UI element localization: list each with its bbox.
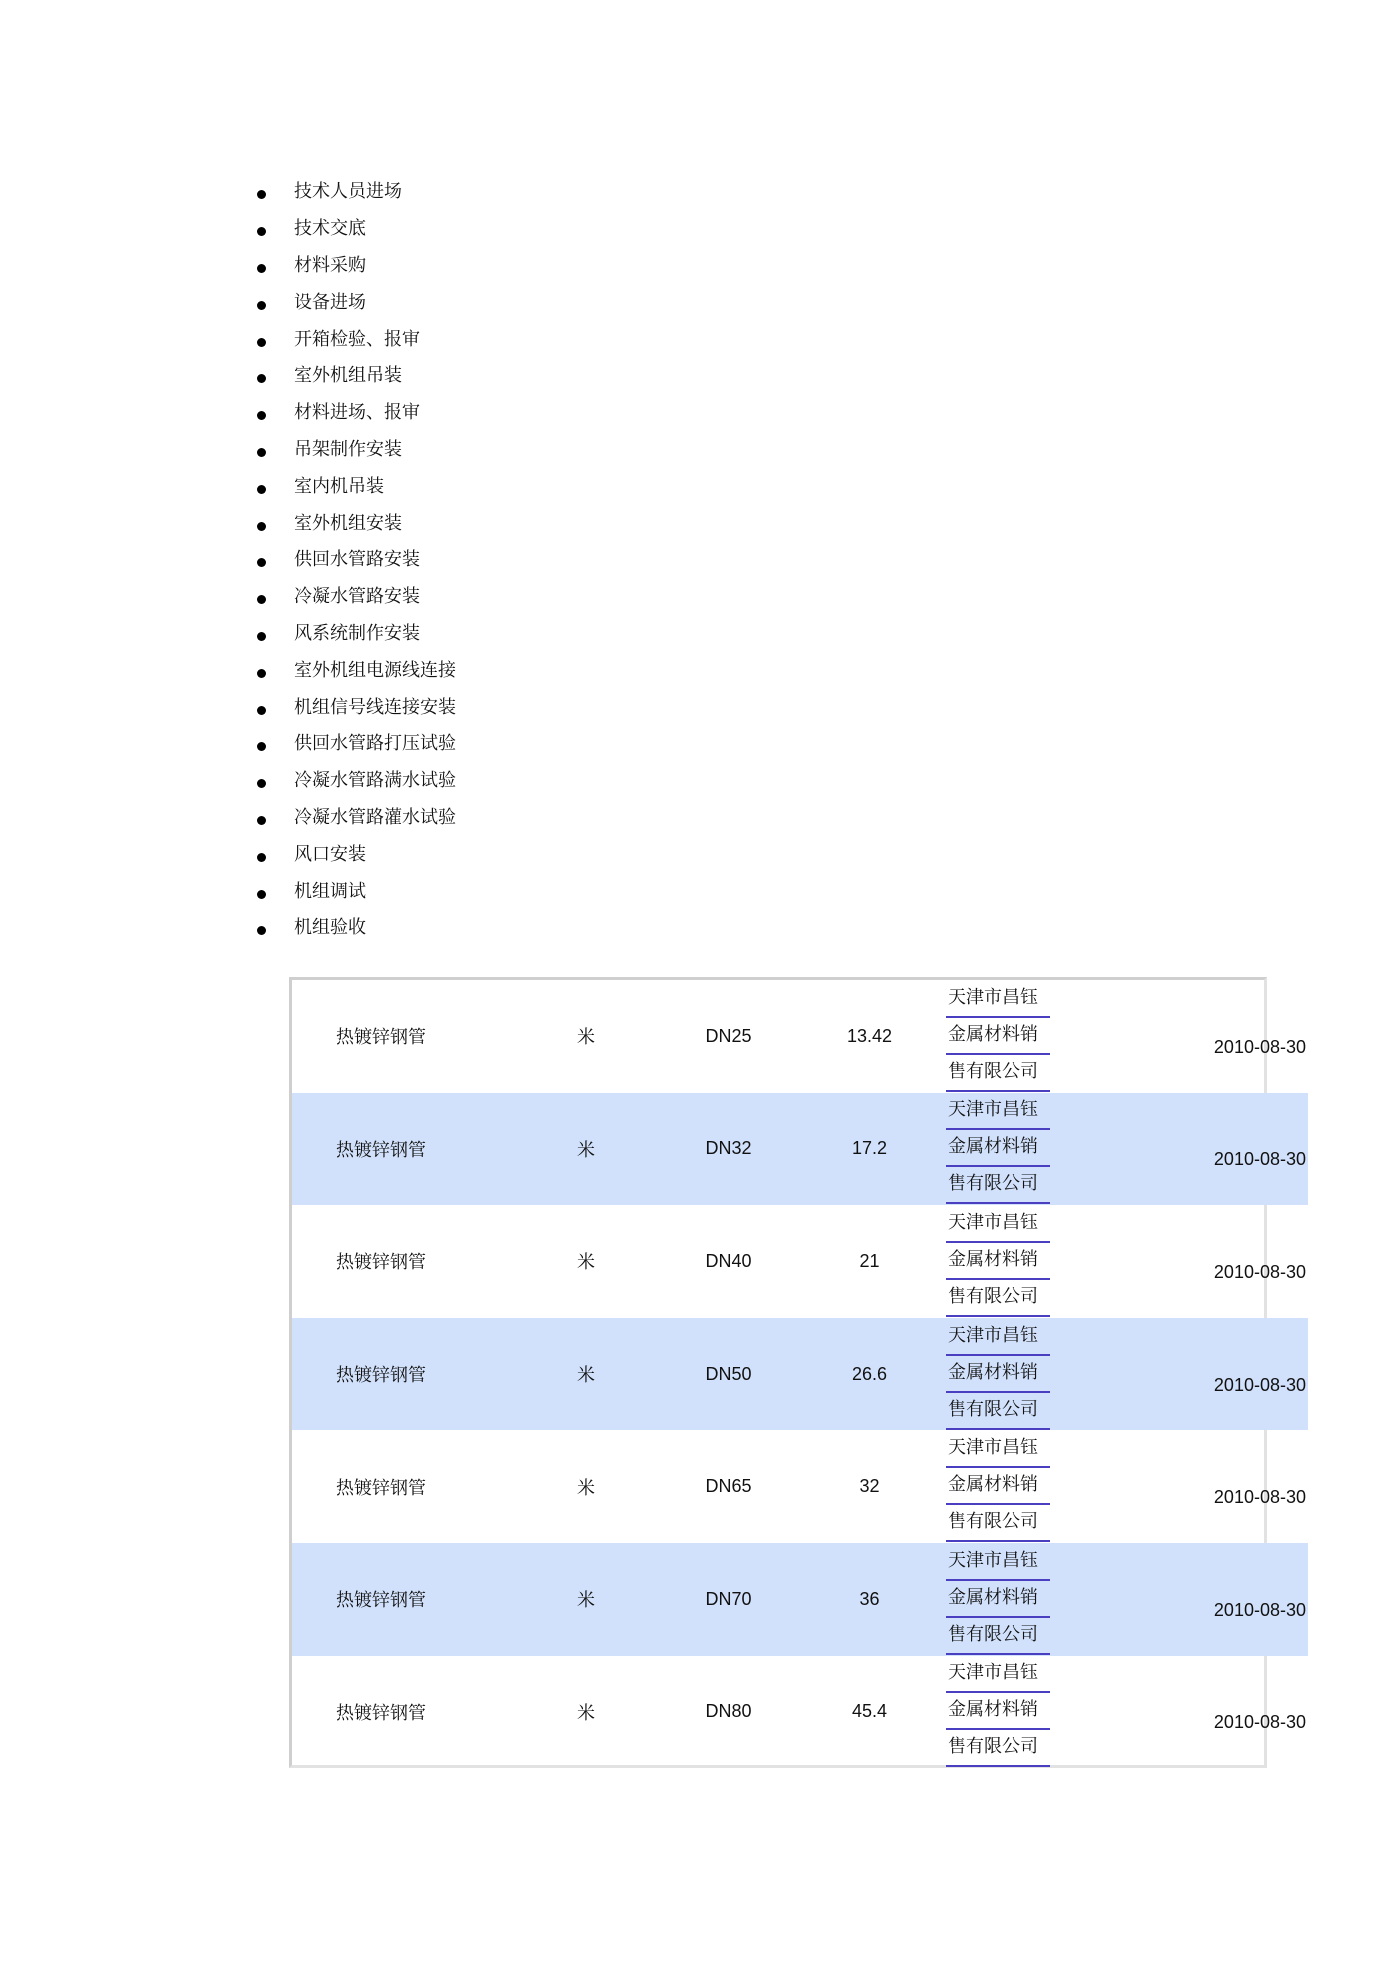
bullet-dot-icon bbox=[257, 595, 266, 604]
spec-cell-text: DN32 bbox=[705, 1138, 752, 1159]
bullet-dot-icon bbox=[257, 816, 266, 825]
supplier-link-line[interactable]: 天津市昌钰 bbox=[946, 1206, 1050, 1243]
bullet-dot-icon bbox=[257, 301, 266, 310]
spec-cell bbox=[656, 980, 801, 1093]
unit-cell-text: 米 bbox=[577, 1590, 595, 1612]
bullet-dot-icon bbox=[257, 779, 266, 788]
spec-cell bbox=[656, 1205, 801, 1318]
date-cell bbox=[1100, 980, 1308, 1093]
price-cell-text: 26.6 bbox=[851, 1363, 888, 1384]
date-text: 2010-08-30 bbox=[1213, 1599, 1306, 1620]
date-text: 2010-08-30 bbox=[1213, 1374, 1306, 1395]
supplier-link-line[interactable]: 金属材料销 bbox=[946, 1130, 1050, 1167]
supplier-link-line[interactable]: 售有限公司 bbox=[946, 1618, 1050, 1655]
material-name-cell bbox=[292, 1205, 516, 1318]
step-label: 技术交底 bbox=[294, 218, 366, 240]
date-cell bbox=[1100, 1318, 1308, 1431]
step-item bbox=[253, 689, 456, 726]
price-cell bbox=[801, 1205, 938, 1318]
supplier-link-line[interactable]: 天津市昌钰 bbox=[946, 1319, 1050, 1356]
supplier-link-line[interactable]: 金属材料销 bbox=[946, 1581, 1050, 1618]
step-label: 开箱检验、报审 bbox=[294, 328, 420, 350]
unit-cell-text: 米 bbox=[577, 1702, 595, 1724]
supplier-link-line[interactable]: 售有限公司 bbox=[946, 1730, 1050, 1767]
step-item bbox=[253, 211, 456, 248]
spec-cell bbox=[656, 1093, 801, 1206]
supplier-link-line[interactable]: 售有限公司 bbox=[946, 1393, 1050, 1430]
step-label: 风口安装 bbox=[294, 843, 366, 865]
date-text: 2010-08-30 bbox=[1213, 1149, 1306, 1170]
unit-cell bbox=[516, 1430, 656, 1543]
bullet-dot-icon bbox=[257, 411, 266, 420]
spec-cell-text: DN40 bbox=[705, 1250, 752, 1271]
price-cell bbox=[801, 1430, 938, 1543]
supplier-link[interactable] bbox=[946, 1544, 1050, 1655]
material-name-cell-text: 热镀锌钢管 bbox=[336, 1590, 426, 1612]
step-label: 室外机组吊装 bbox=[294, 365, 402, 387]
bullet-dot-icon bbox=[257, 890, 266, 899]
supplier-cell bbox=[938, 980, 1100, 1093]
supplier-cell bbox=[938, 1656, 1100, 1769]
supplier-link-line[interactable]: 天津市昌钰 bbox=[946, 1544, 1050, 1581]
step-item bbox=[253, 284, 456, 321]
bullet-dot-icon bbox=[257, 706, 266, 715]
step-label: 机组验收 bbox=[294, 917, 366, 939]
supplier-cell bbox=[938, 1430, 1100, 1543]
step-item bbox=[253, 358, 456, 395]
table-row bbox=[292, 1656, 1308, 1769]
step-label: 技术人员进场 bbox=[294, 181, 402, 203]
supplier-link-line[interactable]: 金属材料销 bbox=[946, 1018, 1050, 1055]
unit-cell bbox=[516, 1318, 656, 1431]
spec-cell bbox=[656, 1543, 801, 1656]
date-text: 2010-08-30 bbox=[1213, 1036, 1306, 1057]
step-item bbox=[253, 321, 456, 358]
price-cell bbox=[801, 1093, 938, 1206]
supplier-cell bbox=[938, 1205, 1100, 1318]
bullet-dot-icon bbox=[257, 485, 266, 494]
spec-cell bbox=[656, 1318, 801, 1431]
supplier-cell bbox=[938, 1318, 1100, 1431]
step-item bbox=[253, 652, 456, 689]
bullet-dot-icon bbox=[257, 227, 266, 236]
bullet-dot-icon bbox=[257, 558, 266, 567]
price-cell-text: 45.4 bbox=[851, 1701, 888, 1722]
supplier-link[interactable] bbox=[946, 1431, 1050, 1542]
step-item bbox=[253, 542, 456, 579]
step-label: 室外机组电源线连接 bbox=[294, 659, 456, 681]
bullet-dot-icon bbox=[257, 742, 266, 751]
date-text: 2010-08-30 bbox=[1213, 1712, 1306, 1733]
material-name-cell-text: 热镀锌钢管 bbox=[336, 1252, 426, 1274]
step-item bbox=[253, 432, 456, 469]
material-name-cell-text: 热镀锌钢管 bbox=[336, 1477, 426, 1499]
step-item bbox=[253, 174, 456, 211]
step-item bbox=[253, 873, 456, 910]
supplier-cell bbox=[938, 1543, 1100, 1656]
step-label: 冷凝水管路满水试验 bbox=[294, 770, 456, 792]
material-name-cell-text: 热镀锌钢管 bbox=[336, 1027, 426, 1049]
supplier-link-line[interactable]: 天津市昌钰 bbox=[946, 1656, 1050, 1693]
supplier-link[interactable] bbox=[946, 1656, 1050, 1767]
price-cell-text: 17.2 bbox=[851, 1138, 888, 1159]
step-label: 吊架制作安装 bbox=[294, 438, 402, 460]
material-name-cell bbox=[292, 980, 516, 1093]
step-item bbox=[253, 616, 456, 653]
bullet-dot-icon bbox=[257, 522, 266, 531]
step-label: 机组信号线连接安装 bbox=[294, 696, 456, 718]
step-label: 供回水管路安装 bbox=[294, 549, 420, 571]
step-item bbox=[253, 468, 456, 505]
unit-cell bbox=[516, 980, 656, 1093]
spec-cell-text: DN70 bbox=[705, 1588, 752, 1609]
supplier-link-line[interactable]: 售有限公司 bbox=[946, 1505, 1050, 1542]
supplier-link-line[interactable]: 售有限公司 bbox=[946, 1055, 1050, 1092]
bullet-dot-icon bbox=[257, 190, 266, 199]
table-row bbox=[292, 1318, 1308, 1431]
unit-cell-text: 米 bbox=[577, 1252, 595, 1274]
date-cell bbox=[1100, 1543, 1308, 1656]
price-cell bbox=[801, 980, 938, 1093]
construction-steps-list bbox=[253, 174, 456, 947]
supplier-link-line[interactable]: 天津市昌钰 bbox=[946, 1431, 1050, 1468]
price-cell-text: 21 bbox=[859, 1250, 880, 1271]
unit-cell bbox=[516, 1656, 656, 1769]
date-cell bbox=[1100, 1093, 1308, 1206]
bullet-dot-icon bbox=[257, 632, 266, 641]
material-name-cell-text: 热镀锌钢管 bbox=[336, 1365, 426, 1387]
bullet-dot-icon bbox=[257, 374, 266, 383]
price-table-frame bbox=[289, 977, 1306, 1768]
price-cell bbox=[801, 1318, 938, 1431]
material-name-cell bbox=[292, 1543, 516, 1656]
material-name-cell-text: 热镀锌钢管 bbox=[336, 1139, 426, 1161]
date-text: 2010-08-30 bbox=[1213, 1261, 1306, 1282]
step-item bbox=[253, 505, 456, 542]
unit-cell-text: 米 bbox=[577, 1365, 595, 1387]
unit-cell bbox=[516, 1205, 656, 1318]
date-text: 2010-08-30 bbox=[1213, 1487, 1306, 1508]
spec-cell-text: DN50 bbox=[705, 1363, 752, 1384]
supplier-link-line[interactable]: 售有限公司 bbox=[946, 1280, 1050, 1317]
material-name-cell bbox=[292, 1430, 516, 1543]
material-name-cell bbox=[292, 1093, 516, 1206]
material-name-cell bbox=[292, 1656, 516, 1769]
table-row bbox=[292, 1093, 1308, 1206]
table-row bbox=[292, 1205, 1308, 1318]
step-label: 冷凝水管路灌水试验 bbox=[294, 806, 456, 828]
supplier-link-line[interactable]: 售有限公司 bbox=[946, 1167, 1050, 1204]
price-cell bbox=[801, 1543, 938, 1656]
step-item bbox=[253, 395, 456, 432]
supplier-cell bbox=[938, 1093, 1100, 1206]
price-cell bbox=[801, 1656, 938, 1769]
price-table bbox=[292, 980, 1308, 1768]
step-item bbox=[253, 836, 456, 873]
price-cell-text: 36 bbox=[859, 1588, 880, 1609]
bullet-dot-icon bbox=[257, 338, 266, 347]
spec-cell-text: DN80 bbox=[705, 1701, 752, 1722]
material-name-cell bbox=[292, 1318, 516, 1431]
supplier-link-line[interactable]: 天津市昌钰 bbox=[946, 981, 1050, 1018]
unit-cell-text: 米 bbox=[577, 1477, 595, 1499]
unit-cell bbox=[516, 1093, 656, 1206]
step-label: 风系统制作安装 bbox=[294, 622, 420, 644]
spec-cell bbox=[656, 1430, 801, 1543]
step-item bbox=[253, 910, 456, 947]
step-item bbox=[253, 579, 456, 616]
date-cell bbox=[1100, 1205, 1308, 1318]
bullet-dot-icon bbox=[257, 448, 266, 457]
supplier-link-line[interactable]: 金属材料销 bbox=[946, 1243, 1050, 1280]
supplier-link-line[interactable]: 金属材料销 bbox=[946, 1693, 1050, 1730]
spec-cell bbox=[656, 1656, 801, 1769]
unit-cell bbox=[516, 1543, 656, 1656]
step-label: 室外机组安装 bbox=[294, 512, 402, 534]
step-label: 冷凝水管路安装 bbox=[294, 586, 420, 608]
date-cell bbox=[1100, 1430, 1308, 1543]
supplier-link[interactable] bbox=[946, 1093, 1050, 1204]
table-row bbox=[292, 1543, 1308, 1656]
supplier-link[interactable] bbox=[946, 981, 1050, 1092]
supplier-link[interactable] bbox=[946, 1319, 1050, 1430]
supplier-link[interactable] bbox=[946, 1206, 1050, 1317]
material-name-cell-text: 热镀锌钢管 bbox=[336, 1702, 426, 1724]
step-label: 供回水管路打压试验 bbox=[294, 733, 456, 755]
supplier-link-line[interactable]: 金属材料销 bbox=[946, 1468, 1050, 1505]
price-cell-text: 13.42 bbox=[846, 1025, 893, 1046]
step-label: 机组调试 bbox=[294, 880, 366, 902]
bullet-dot-icon bbox=[257, 926, 266, 935]
unit-cell-text: 米 bbox=[577, 1027, 595, 1049]
bullet-dot-icon bbox=[257, 669, 266, 678]
step-item bbox=[253, 726, 456, 763]
step-item bbox=[253, 763, 456, 800]
spec-cell-text: DN65 bbox=[705, 1476, 752, 1497]
price-cell-text: 32 bbox=[859, 1476, 880, 1497]
table-row bbox=[292, 1430, 1308, 1543]
step-item bbox=[253, 248, 456, 285]
unit-cell-text: 米 bbox=[577, 1139, 595, 1161]
supplier-link-line[interactable]: 天津市昌钰 bbox=[946, 1093, 1050, 1130]
step-label: 设备进场 bbox=[294, 291, 366, 313]
supplier-link-line[interactable]: 金属材料销 bbox=[946, 1356, 1050, 1393]
bullet-dot-icon bbox=[257, 853, 266, 862]
step-label: 室内机吊装 bbox=[294, 475, 384, 497]
table-row bbox=[292, 980, 1308, 1093]
date-cell bbox=[1100, 1656, 1308, 1769]
spec-cell-text: DN25 bbox=[705, 1025, 752, 1046]
step-item bbox=[253, 800, 456, 837]
bullet-dot-icon bbox=[257, 264, 266, 273]
step-label: 材料采购 bbox=[294, 254, 366, 276]
step-label: 材料进场、报审 bbox=[294, 402, 420, 424]
